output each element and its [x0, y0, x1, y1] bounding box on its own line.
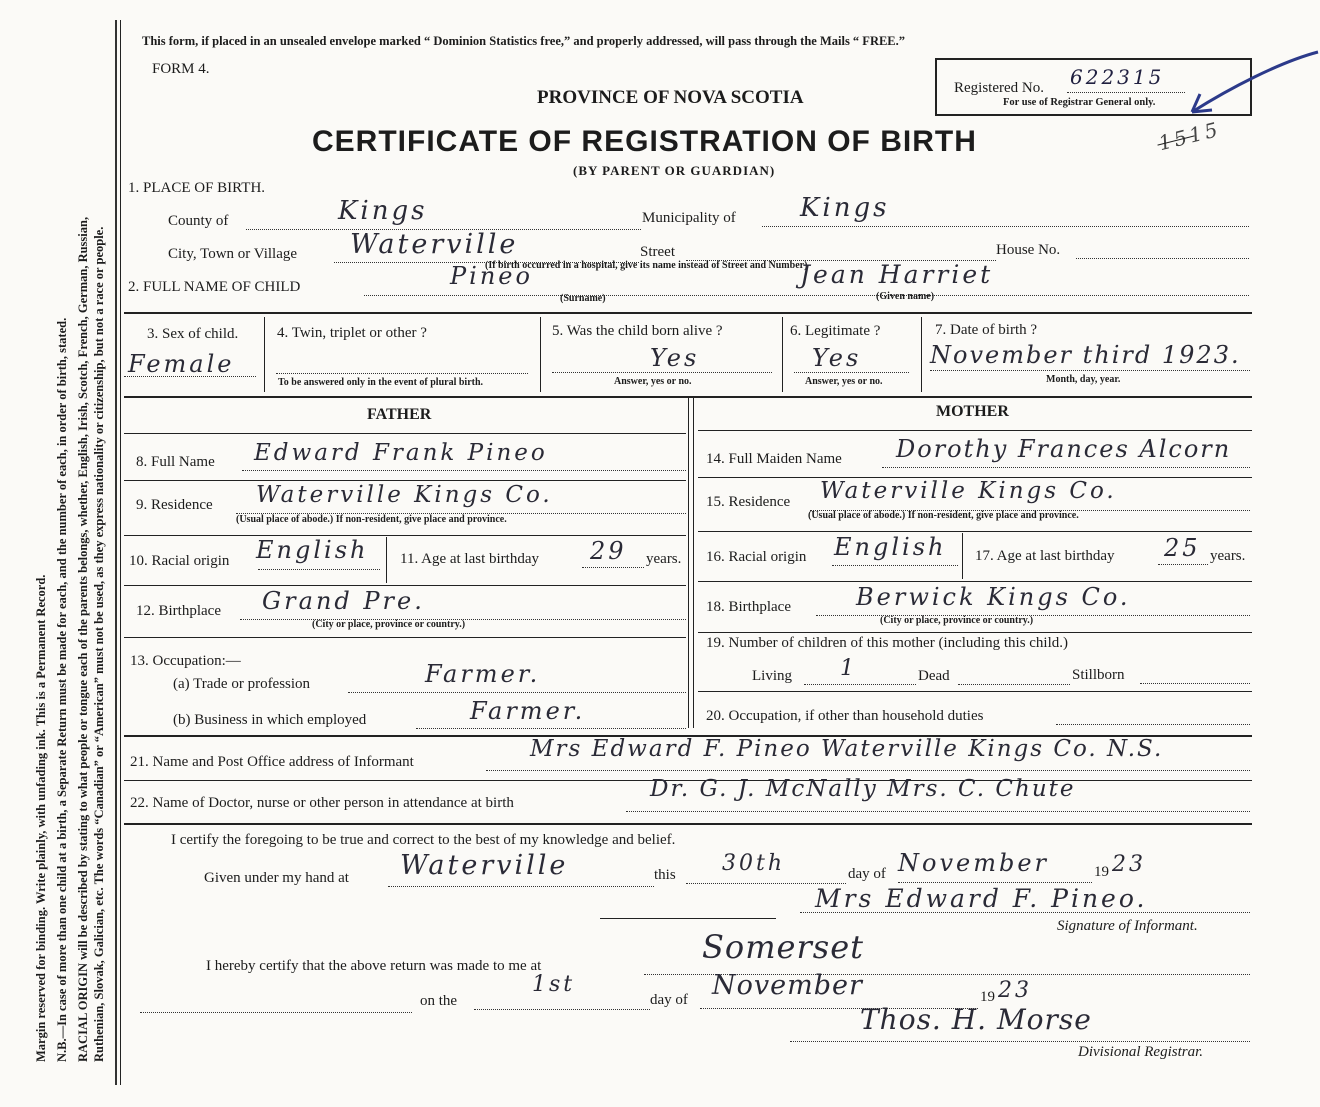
stamp-number: 1515: [1156, 116, 1223, 156]
form-number: FORM 4.: [152, 61, 210, 77]
dob-note: Month, day, year.: [1046, 374, 1121, 385]
on-the-label: on the: [420, 993, 458, 1009]
cert-day: 30th: [722, 851, 786, 876]
margin-note-nb: N.B.—In case of more than one child at a birth, a Separate Return must be made for each, and the number of each, in order of birth, stated.: [55, 317, 69, 1062]
father-occupation-label: 13. Occupation:—: [130, 653, 241, 669]
margin-line: [115, 20, 117, 1085]
father-residence-label: 9. Residence: [136, 497, 213, 513]
mother-residence-label: 15. Residence: [706, 494, 791, 510]
dob-value: November third 1923.: [930, 341, 1241, 369]
father-birthplace-value: Grand Pre.: [262, 587, 425, 615]
place-heading: 1. PLACE OF BIRTH.: [128, 180, 266, 196]
legitimate-value: Yes: [812, 344, 862, 372]
twin-label: 4. Twin, triplet or other ?: [277, 325, 427, 341]
mother-residence-value: Waterville Kings Co.: [820, 478, 1117, 504]
house-label: House No.: [996, 242, 1061, 258]
mother-birthplace-value: Berwick Kings Co.: [856, 583, 1131, 611]
informant-value: Mrs Edward F. Pineo Waterville Kings Co. N.S.: [530, 736, 1164, 762]
registrar-place: Somerset: [702, 928, 864, 966]
living-value: 1: [840, 656, 857, 681]
registrar-signature: Thos. H. Morse: [860, 1003, 1092, 1036]
registrar-month: November: [712, 970, 863, 1001]
this-label: this: [654, 867, 676, 883]
county-value: Kings: [338, 196, 428, 226]
county-label: County of: [168, 213, 229, 229]
father-residence-value: Waterville Kings Co.: [256, 482, 553, 508]
mother-residence-note: (Usual place of abode.) If non-resident, give place and province.: [808, 510, 1079, 521]
father-age-label: 11. Age at last birthday: [400, 551, 539, 567]
legitimate-label: 6. Legitimate ?: [790, 323, 881, 339]
living-label: Living: [752, 668, 792, 684]
father-name-label: 8. Full Name: [136, 454, 215, 470]
father-heading: FATHER: [367, 406, 432, 423]
hospital-note: (If birth occurred in a hospital, give its name instead of Street and Number): [485, 260, 808, 271]
father-name-value: Edward Frank Pineo: [254, 440, 548, 466]
registrar-day: 1st: [532, 972, 576, 997]
municipality-value: Kings: [800, 193, 890, 223]
doctor-value: Dr. G. J. McNally Mrs. C. Chute: [650, 776, 1076, 802]
registered-number: 622315: [1070, 65, 1165, 89]
sex-label: 3. Sex of child.: [147, 326, 239, 342]
registrar-note: For use of Registrar General only.: [1003, 97, 1156, 108]
mother-age-label: 17. Age at last birthday: [975, 548, 1115, 564]
mother-age-value: 25: [1164, 534, 1201, 562]
margin-note-racial-cont: Ruthenian, Slovak, Galician, etc. The words “Canadian” or “American” must not be used, as they express nationality or citizenship, but not a race or people.: [92, 226, 106, 1062]
twin-note: To be answered only in the event of plural birth.: [278, 377, 484, 388]
registrar-year-prefix: 19: [980, 989, 995, 1005]
alive-answer-note: Answer, yes or no.: [614, 376, 692, 387]
cert-year: 23: [1112, 852, 1146, 877]
province-heading: PROVINCE OF NOVA SCOTIA: [537, 87, 804, 108]
registrar-day-of-label: day of: [650, 992, 688, 1008]
dob-label: 7. Date of birth ?: [935, 322, 1038, 338]
legit-answer-note: Answer, yes or no.: [805, 376, 883, 387]
mother-racial-value: English: [834, 533, 947, 561]
father-trade-label: (a) Trade or profession: [173, 676, 311, 692]
dead-label: Dead: [918, 668, 950, 684]
father-racial-label: 10. Racial origin: [129, 553, 230, 569]
city-value: Waterville: [350, 229, 519, 260]
street-label: Street: [640, 244, 675, 260]
father-residence-note: (Usual place of abode.) If non-resident, give place and province.: [236, 514, 507, 525]
child-surname: Pineo: [450, 262, 533, 290]
margin-line-inner: [120, 20, 121, 1085]
margin-note-binding: Margin reserved for binding. Write plainly, with unfading ink. This is a Permanent Record.: [34, 574, 48, 1062]
informant-label: 21. Name and Post Office address of Informant: [130, 754, 414, 770]
cert-month: November: [898, 849, 1050, 877]
day-of-label: day of: [848, 866, 886, 882]
cert-year-prefix: 19: [1094, 864, 1109, 880]
mother-name-value: Dorothy Frances Alcorn: [896, 435, 1232, 463]
informant-signature: Mrs Edward F. Pineo.: [815, 884, 1148, 913]
margin-note-racial: RACIAL ORIGIN will be described by stating to what people or tongue each of the parents belongs, whether, English, Irish, Scotch, French, German, Russian,: [76, 216, 90, 1062]
father-birthplace-label: 12. Birthplace: [136, 603, 221, 619]
registrar-statement: I hereby certify that the above return was made to me at: [206, 958, 542, 974]
page-subtitle: (BY PARENT OR GUARDIAN): [573, 163, 776, 178]
doctor-label: 22. Name of Doctor, nurse or other person in attendance at birth: [130, 795, 514, 811]
mother-racial-label: 16. Racial origin: [706, 549, 807, 565]
registered-label: Registered No.: [954, 80, 1044, 96]
signature-label: Signature of Informant.: [1057, 918, 1198, 934]
certify-statement: I certify the foregoing to be true and correct to the best of my knowledge and belief.: [171, 832, 676, 848]
mother-occupation-label: 20. Occupation, if other than household duties: [706, 708, 984, 724]
mother-birthplace-note: (City or place, province or country.): [880, 615, 1034, 626]
given-label: (Given name): [876, 291, 935, 302]
father-racial-value: English: [256, 536, 369, 564]
page-title: CERTIFICATE OF REGISTRATION OF BIRTH: [312, 125, 977, 158]
father-business-label: (b) Business in which employed: [173, 712, 367, 728]
alive-value: Yes: [650, 344, 700, 372]
municipality-label: Municipality of: [642, 210, 736, 226]
stillborn-label: Stillborn: [1072, 667, 1125, 683]
postal-note: This form, if placed in an unsealed envelope marked “ Dominion Statistics free,” and properly addressed, will pass through the Mails “ FREE.”: [142, 34, 906, 48]
divisional-registrar-label: Divisional Registrar.: [1078, 1044, 1204, 1060]
father-age-value: 29: [590, 537, 627, 565]
child-name-label: 2. FULL NAME OF CHILD: [128, 279, 301, 295]
surname-label: (Surname): [560, 293, 606, 304]
city-label: City, Town or Village: [168, 246, 298, 262]
father-birthplace-note: (City or place, province or country.): [312, 619, 466, 630]
sex-value: Female: [128, 350, 235, 378]
given-place: Waterville: [400, 850, 569, 881]
mother-years: years.: [1210, 548, 1246, 564]
given-label: Given under my hand at: [204, 870, 349, 886]
arrow-mark-icon: [1170, 48, 1320, 118]
child-given-name: Jean Harriet: [800, 260, 994, 289]
father-years: years.: [646, 551, 682, 567]
mother-birthplace-label: 18. Birthplace: [706, 599, 791, 615]
mother-heading: MOTHER: [936, 403, 1009, 420]
registrar-year: 23: [998, 978, 1032, 1003]
alive-label: 5. Was the child born alive ?: [552, 323, 723, 339]
father-business-value: Farmer.: [470, 697, 586, 725]
father-trade-value: Farmer.: [425, 660, 541, 688]
mother-name-label: 14. Full Maiden Name: [706, 451, 842, 467]
children-label: 19. Number of children of this mother (including this child.): [706, 635, 1069, 651]
